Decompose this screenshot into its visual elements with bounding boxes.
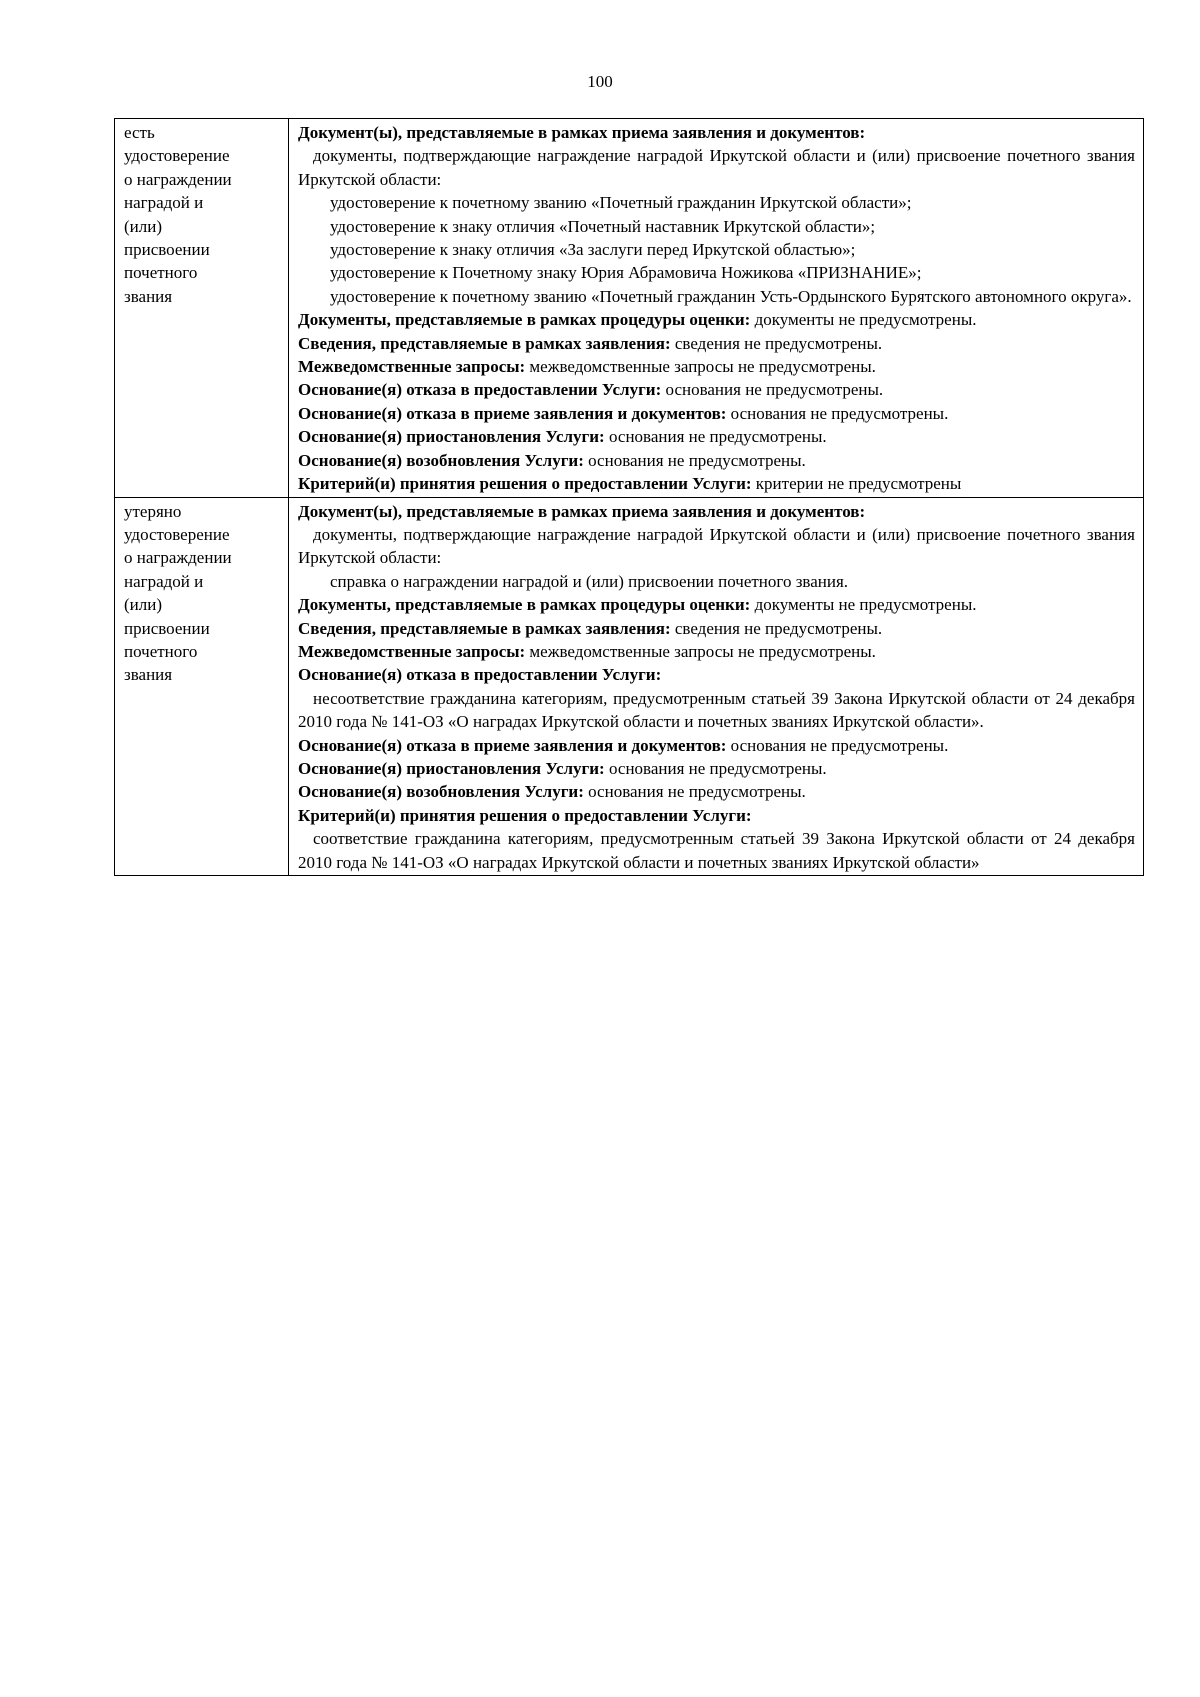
resume-text: основания не предусмотрены. — [583, 450, 806, 470]
condition-line: почетного — [124, 263, 198, 283]
condition-line: присвоении — [124, 618, 210, 638]
resume-text: основания не предусмотрены. — [583, 782, 806, 802]
info-heading: Сведения, представляемые в рамках заявления: — [298, 618, 671, 638]
suspend-heading: Основание(я) приостановления Услуги: — [298, 427, 605, 447]
reject-section — [298, 402, 1135, 425]
refusal-heading: Основание(я) отказа в предоставлении Услуги: — [298, 380, 662, 400]
eval-section — [298, 593, 1135, 616]
requirements-cell — [289, 497, 1144, 876]
reject-section — [298, 734, 1135, 757]
condition-line: звания — [124, 286, 173, 306]
condition-line: наградой и — [124, 571, 204, 591]
reject-text: основания не предусмотрены. — [726, 735, 949, 755]
condition-line: звания — [124, 665, 173, 685]
condition-cell — [115, 497, 289, 876]
requests-heading: Межведомственные запросы: — [298, 641, 526, 661]
suspend-section — [298, 425, 1135, 448]
resume-heading: Основание(я) возобновления Услуги: — [298, 450, 584, 470]
docs-item: удостоверение к знаку отличия «За заслуги перед Иркутской областью»; — [330, 240, 856, 260]
condition-line: есть — [124, 123, 155, 142]
suspend-text: основания не предусмотрены. — [604, 427, 827, 447]
condition-line: (или) — [124, 216, 163, 236]
criteria-text: критерии не предусмотрены — [751, 474, 962, 494]
eval-heading: Документы, представляемые в рамках процедуры оценки: — [298, 595, 751, 615]
docs-item: удостоверение к почетному званию «Почетный гражданин Иркутской области»; — [330, 193, 912, 213]
reject-heading: Основание(я) отказа в приеме заявления и документов: — [298, 403, 727, 423]
condition-cell — [115, 119, 289, 498]
docs-intro: документы, подтверждающие награждение наградой Иркутской области и (или) присвоение почетного звания Иркутской области: — [298, 146, 1135, 189]
refusal-section — [298, 663, 1135, 686]
docs-heading: Документ(ы), представляемые в рамках приема заявления и документов: — [298, 123, 866, 142]
docs-heading: Документ(ы), представляемые в рамках приема заявления и документов: — [298, 501, 866, 521]
docs-intro: документы, подтверждающие награждение наградой Иркутской области и (или) присвоение почетного звания Иркутской области: — [298, 524, 1135, 568]
info-section — [298, 617, 1135, 640]
condition-line: присвоении — [124, 240, 210, 260]
page-number: 100 — [587, 72, 613, 91]
info-text: сведения не предусмотрены. — [670, 618, 883, 638]
eval-text: документы не предусмотрены. — [750, 595, 977, 615]
eval-text: документы не предусмотрены. — [750, 310, 977, 330]
info-text: сведения не предусмотрены. — [670, 333, 883, 353]
condition-line: (или) — [124, 595, 163, 615]
reject-text: основания не предусмотрены. — [726, 403, 949, 423]
requests-heading: Межведомственные запросы: — [298, 357, 526, 377]
criteria-heading: Критерий(и) принятия решения о предоставлении Услуги: — [298, 474, 752, 494]
requests-text: межведомственные запросы не предусмотрены. — [525, 357, 876, 377]
requirements-cell — [289, 119, 1144, 498]
refusal-text: несоответствие гражданина категориям, предусмотренным статьей 39 Закона Иркутской области от 24 декабря 2010 года № 141-ОЗ «О наградах Иркутской области и почетных званиях Иркутской области». — [298, 688, 1135, 732]
info-heading: Сведения, представляемые в рамках заявления: — [298, 333, 671, 353]
docs-item: удостоверение к знаку отличия «Почетный наставник Иркутской области»; — [330, 216, 876, 236]
condition-line: удостоверение — [124, 524, 230, 544]
docs-section — [298, 121, 1135, 144]
docs-item: удостоверение к Почетному знаку Юрия Абрамовича Ножикова «ПРИЗНАНИЕ»; — [330, 263, 922, 283]
resume-section — [298, 449, 1135, 472]
table-row — [115, 119, 1144, 498]
resume-heading: Основание(я) возобновления Услуги: — [298, 782, 584, 802]
service-conditions-table — [114, 118, 1144, 876]
criteria-text: соответствие гражданина категориям, предусмотренным статьей 39 Закона Иркутской области от 24 декабря 2010 года № 141-ОЗ «О наградах Иркутской области и почетных званиях Иркутской области» — [298, 829, 1135, 872]
suspend-text: основания не предусмотрены. — [604, 758, 827, 778]
refusal-section — [298, 378, 1135, 401]
eval-section — [298, 308, 1135, 331]
requests-section — [298, 640, 1135, 663]
docs-section — [298, 500, 1135, 523]
reject-heading: Основание(я) отказа в приеме заявления и документов: — [298, 735, 727, 755]
criteria-heading: Критерий(и) принятия решения о предоставлении Услуги: — [298, 805, 752, 825]
suspend-heading: Основание(я) приостановления Услуги: — [298, 758, 605, 778]
docs-item: удостоверение к почетному званию «Почетный гражданин Усть-Ордынского Бурятского автономного округа». — [330, 286, 1132, 306]
condition-line: о награждении — [124, 169, 232, 189]
docs-item: справка о награждении наградой и (или) присвоении почетного звания. — [330, 571, 849, 591]
suspend-section — [298, 757, 1135, 780]
requests-section — [298, 355, 1135, 378]
condition-line: о награждении — [124, 548, 232, 568]
condition-line: утеряно — [124, 501, 182, 521]
resume-section — [298, 780, 1135, 803]
info-section — [298, 332, 1135, 355]
requests-text: межведомственные запросы не предусмотрены. — [525, 641, 876, 661]
condition-line: наградой и — [124, 193, 204, 213]
table-row — [115, 497, 1144, 876]
condition-line: почетного — [124, 641, 198, 661]
criteria-section — [298, 804, 1135, 827]
condition-line: удостоверение — [124, 146, 230, 166]
refusal-text: основания не предусмотрены. — [661, 380, 884, 400]
criteria-section — [298, 472, 1135, 495]
eval-heading: Документы, представляемые в рамках процедуры оценки: — [298, 310, 751, 330]
refusal-heading: Основание(я) отказа в предоставлении Услуги: — [298, 665, 662, 685]
